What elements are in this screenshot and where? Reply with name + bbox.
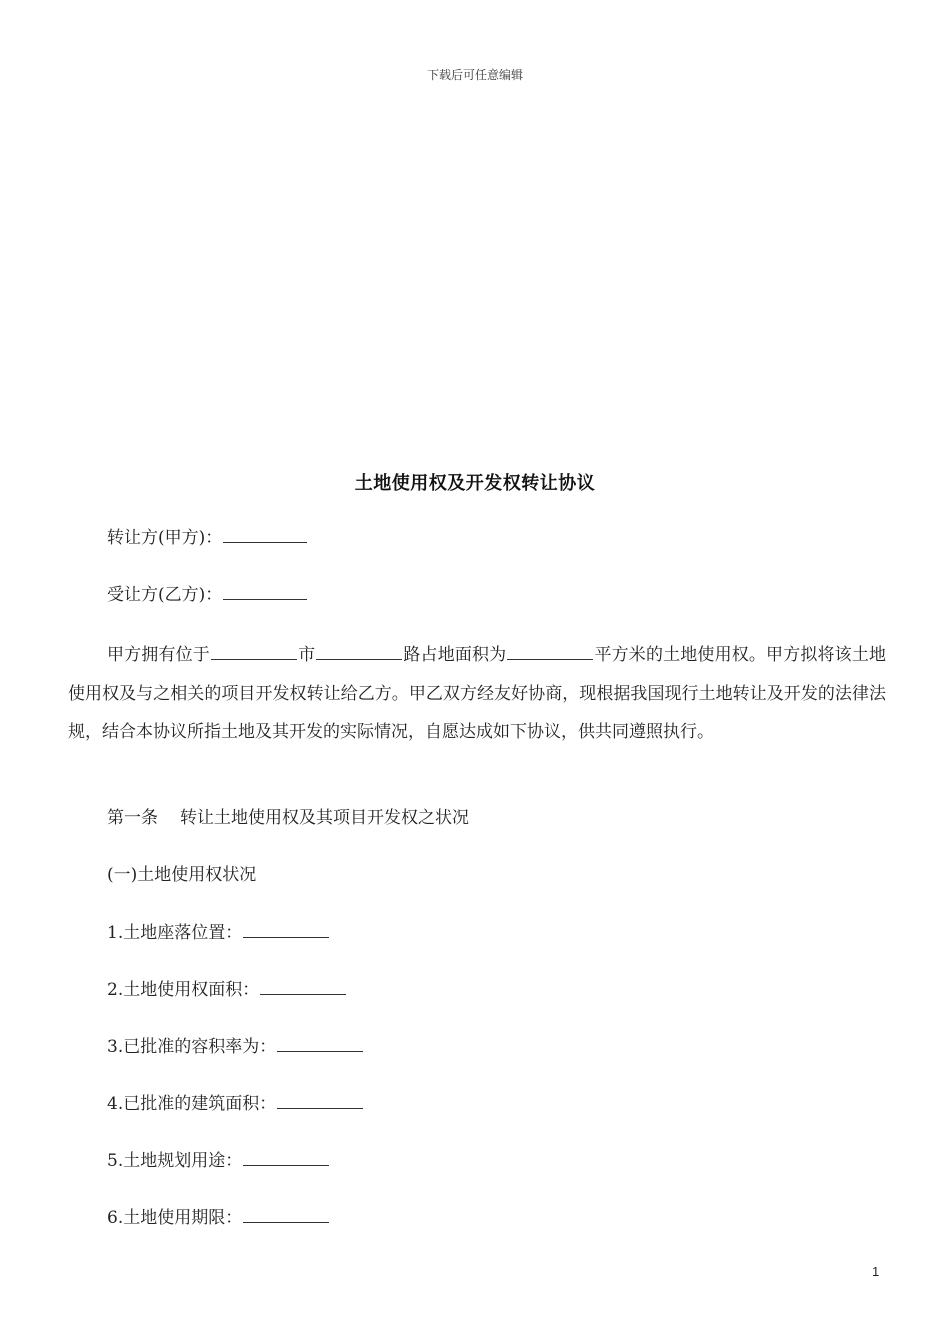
header-note: 下载后可任意编辑: [426, 68, 523, 82]
city-blank: [211, 643, 297, 660]
document-title: 土地使用权及开发权转让协议: [354, 473, 596, 494]
item-label: 2.土地使用权面积：: [107, 980, 260, 1000]
transferee-line: [107, 583, 308, 606]
transferor-line: [107, 526, 308, 549]
section-1-heading: (一)土地使用权状况: [107, 865, 257, 885]
intro-paragraph: [68, 636, 886, 752]
area-blank: [507, 643, 593, 660]
transferor-blank: [223, 526, 307, 543]
item-label: 4.已批准的建筑面积：: [107, 1094, 277, 1114]
intro-text-4: 平方米的土地使用权。甲方拟将该土地使用权及与之相关的项目开发权转让给乙方。甲乙双方经友好协商，现根据我国现行土地转让及开发的法律法规，结合本协议所指土地及其开发的实际情况，自愿达成如下协议，供共同遵照执行。: [68, 645, 886, 742]
item-label: 5.土地规划用途：: [107, 1151, 243, 1171]
item-area: [107, 978, 347, 1001]
item-blank: [277, 1092, 363, 1109]
transferee-label: 受让方(乙方)：: [107, 585, 223, 605]
article-title: 转让土地使用权及其项目开发权之状况: [180, 808, 469, 828]
item-blank: [243, 921, 329, 938]
intro-text-3: 路占地面积为: [403, 645, 507, 665]
item-label: 6.土地使用期限：: [107, 1208, 243, 1228]
transferor-label: 转让方(甲方)：: [107, 528, 223, 548]
item-plot-ratio: [107, 1035, 364, 1058]
intro-text-2: 市: [297, 645, 316, 665]
article-number: 第一条: [107, 808, 158, 828]
article-1-heading: [107, 807, 469, 829]
transferee-blank: [223, 583, 307, 600]
item-location: [107, 921, 330, 944]
item-blank: [277, 1035, 363, 1052]
item-blank: [243, 1206, 329, 1223]
item-use-term: [107, 1206, 330, 1229]
item-label: 1.土地座落位置：: [107, 923, 243, 943]
road-blank: [316, 643, 402, 660]
item-land-use: [107, 1149, 330, 1172]
page-number: 1: [872, 1264, 880, 1279]
item-label: 3.已批准的容积率为：: [107, 1037, 277, 1057]
item-blank: [260, 978, 346, 995]
intro-text-1: 甲方拥有位于: [107, 645, 210, 665]
item-blank: [243, 1149, 329, 1166]
item-building-area: [107, 1092, 364, 1115]
